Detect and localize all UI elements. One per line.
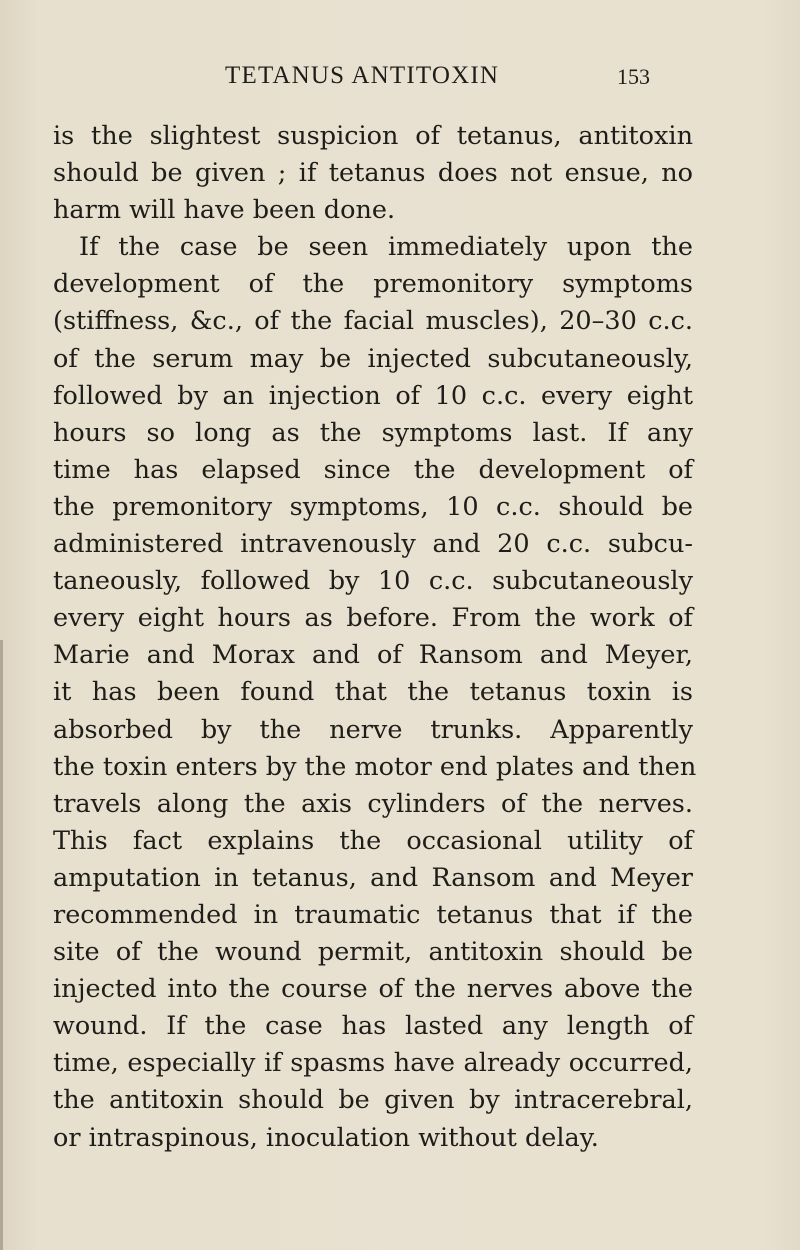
text-line: recommended in traumatic tetanus that if the bbox=[53, 899, 693, 930]
text-line: should be given ; if tetanus does not ensue, no bbox=[53, 158, 693, 189]
text-line: the antitoxin should be given by intracerebral, bbox=[53, 1085, 693, 1116]
text-line: travels along the axis cylinders of the nerves. bbox=[53, 788, 693, 819]
text-line: followed by an injection of 10 c.c. every eight bbox=[53, 380, 693, 411]
page-edge-shadow bbox=[0, 640, 3, 1250]
body-text bbox=[53, 118, 697, 1157]
text-line: development of the premonitory symptoms bbox=[53, 269, 693, 300]
running-title: TETANUS ANTITOXIN bbox=[225, 62, 500, 89]
text-line: wound. If the case has lasted any length of bbox=[53, 1011, 693, 1042]
text-line: harm will have been done. bbox=[53, 195, 396, 226]
text-line: every eight hours as before. From the work of bbox=[53, 603, 693, 634]
text-line: or intraspinous, inoculation without delay. bbox=[53, 1122, 599, 1153]
text-line: amputation in tetanus, and Ransom and Meyer bbox=[53, 862, 693, 893]
text-line: the toxin enters by the motor end plates and then bbox=[53, 751, 697, 782]
text-line: hours so long as the symptoms last. If any bbox=[53, 417, 693, 448]
page-number: 153 bbox=[617, 64, 650, 89]
page-header bbox=[0, 62, 800, 96]
text-line: If the case be seen immediately upon the bbox=[79, 232, 693, 263]
text-line: Marie and Morax and of Ransom and Meyer, bbox=[53, 640, 693, 671]
text-line: administered intravenously and 20 c.c. subcu- bbox=[53, 529, 693, 560]
text-line: This fact explains the occasional utility of bbox=[53, 825, 693, 856]
text-line: absorbed by the nerve trunks. Apparently bbox=[53, 714, 693, 745]
text-line: time, especially if spasms have already occurred, bbox=[53, 1048, 693, 1079]
text-line: the premonitory symptoms, 10 c.c. should be bbox=[53, 491, 693, 522]
text-line: injected into the course of the nerves above the bbox=[53, 974, 693, 1005]
text-line: it has been found that the tetanus toxin is bbox=[53, 677, 693, 708]
text-line: of the serum may be injected subcutaneously, bbox=[53, 343, 693, 374]
text-line: time has elapsed since the development of bbox=[53, 454, 693, 485]
text-line: (stiffness, &c., of the facial muscles), 20–30 c.c. bbox=[53, 306, 693, 337]
text-line: taneously, followed by 10 c.c. subcutaneously bbox=[53, 566, 693, 597]
text-line: site of the wound permit, antitoxin should be bbox=[53, 937, 693, 968]
text-line: is the slightest suspicion of tetanus, antitoxin bbox=[53, 121, 693, 151]
